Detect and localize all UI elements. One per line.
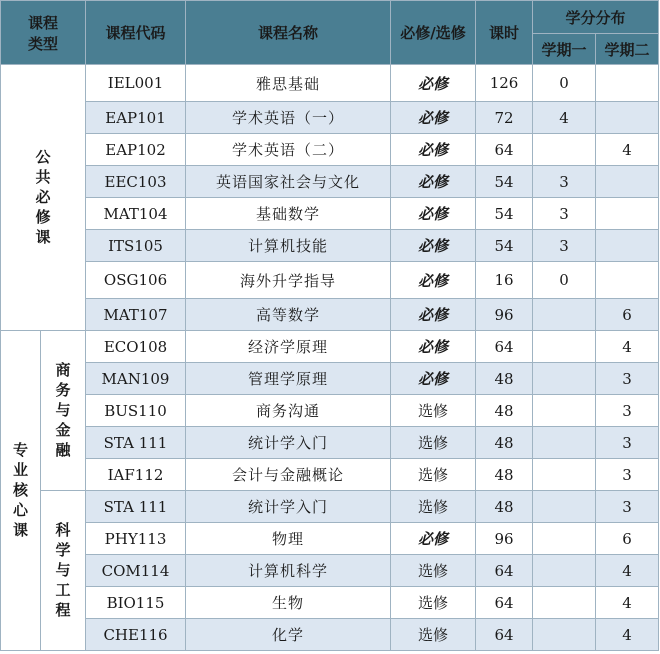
cell-code: EAP101 [86, 102, 186, 134]
table-row [1, 363, 659, 395]
cell-sem2 [596, 65, 659, 102]
cell-sem1: 0 [533, 262, 596, 299]
cell-name: 雅思基础 [186, 65, 391, 102]
cell-code: EAP102 [86, 134, 186, 166]
header-type-line1: 课程 [28, 13, 59, 32]
cell-code: MAN109 [86, 363, 186, 395]
cell-code: BUS110 [86, 395, 186, 427]
header-course-type [1, 1, 86, 65]
table-row [1, 134, 659, 166]
cell-sem1 [533, 134, 596, 166]
cell-sem2: 6 [596, 523, 659, 555]
cell-sem1 [533, 395, 596, 427]
cell-hours: 64 [476, 587, 533, 619]
cell-name: 海外升学指导 [186, 262, 391, 299]
header-credit-group: 学分分布 [533, 1, 659, 34]
cell-req: 必修 [391, 102, 476, 134]
header-code: 课程代码 [86, 1, 186, 65]
header-hours: 课时 [476, 1, 533, 65]
cell-sem2: 3 [596, 459, 659, 491]
cell-req: 选修 [391, 555, 476, 587]
cell-sem2: 4 [596, 619, 659, 651]
table-row [1, 619, 659, 651]
cell-name: 商务沟通 [186, 395, 391, 427]
cell-hours: 48 [476, 459, 533, 491]
table-row [1, 102, 659, 134]
cell-sem2: 4 [596, 555, 659, 587]
cell-sem1: 4 [533, 102, 596, 134]
cell-name: 化学 [186, 619, 391, 651]
cell-sem2: 3 [596, 395, 659, 427]
header-sem1: 学期一 [533, 34, 596, 65]
cell-sem1 [533, 331, 596, 363]
cell-req: 选修 [391, 459, 476, 491]
cell-code: CHE116 [86, 619, 186, 651]
cell-sem1 [533, 555, 596, 587]
table-row [1, 262, 659, 299]
cell-hours: 48 [476, 395, 533, 427]
cell-name: 英语国家社会与文化 [186, 166, 391, 198]
table-row [1, 395, 659, 427]
cell-req: 必修 [391, 523, 476, 555]
cell-sem1 [533, 619, 596, 651]
cell-hours: 96 [476, 299, 533, 331]
table-row [1, 555, 659, 587]
cell-code: MAT104 [86, 198, 186, 230]
cell-hours: 64 [476, 331, 533, 363]
category-business [41, 331, 86, 491]
cell-req: 必修 [391, 262, 476, 299]
cell-hours: 54 [476, 198, 533, 230]
cell-sem2 [596, 166, 659, 198]
cell-code: BIO115 [86, 587, 186, 619]
cell-sem1 [533, 459, 596, 491]
cell-sem2 [596, 198, 659, 230]
cell-name: 管理学原理 [186, 363, 391, 395]
table-row [1, 587, 659, 619]
cell-code: STA 111 [86, 491, 186, 523]
cell-req: 必修 [391, 65, 476, 102]
table-row [1, 65, 659, 102]
cell-sem1: 3 [533, 230, 596, 262]
cell-sem2: 3 [596, 491, 659, 523]
cell-hours: 96 [476, 523, 533, 555]
table-row [1, 299, 659, 331]
cell-sem1 [533, 491, 596, 523]
cell-name: 计算机技能 [186, 230, 391, 262]
cell-req: 必修 [391, 230, 476, 262]
cell-req: 选修 [391, 587, 476, 619]
cell-name: 学术英语（二） [186, 134, 391, 166]
cell-name: 计算机科学 [186, 555, 391, 587]
cell-sem1: 0 [533, 65, 596, 102]
category-science-label: 科学与工程 [55, 521, 71, 619]
cell-name: 物理 [186, 523, 391, 555]
cell-sem2: 4 [596, 134, 659, 166]
cell-hours: 54 [476, 166, 533, 198]
cell-name: 统计学入门 [186, 427, 391, 459]
cell-hours: 64 [476, 619, 533, 651]
cell-name: 会计与金融概论 [186, 459, 391, 491]
cell-req: 必修 [391, 198, 476, 230]
cell-sem1 [533, 299, 596, 331]
cell-code: STA 111 [86, 427, 186, 459]
cell-hours: 64 [476, 134, 533, 166]
header-name: 课程名称 [186, 1, 391, 65]
cell-sem2 [596, 102, 659, 134]
cell-sem1 [533, 363, 596, 395]
cell-code: OSG106 [86, 262, 186, 299]
cell-sem1: 3 [533, 166, 596, 198]
cell-sem1: 3 [533, 198, 596, 230]
cell-req: 必修 [391, 166, 476, 198]
cell-code: IAF112 [86, 459, 186, 491]
category-public [1, 65, 86, 331]
category-business-label: 商务与金融 [55, 361, 71, 459]
cell-hours: 126 [476, 65, 533, 102]
category-science [41, 491, 86, 651]
cell-hours: 48 [476, 363, 533, 395]
cell-sem1 [533, 427, 596, 459]
header-req: 必修/选修 [391, 1, 476, 65]
table-row [1, 427, 659, 459]
cell-sem2: 6 [596, 299, 659, 331]
table-row [1, 198, 659, 230]
cell-req: 必修 [391, 134, 476, 166]
category-core [1, 331, 41, 651]
cell-code: ITS105 [86, 230, 186, 262]
cell-code: ECO108 [86, 331, 186, 363]
cell-req: 选修 [391, 491, 476, 523]
cell-sem2: 4 [596, 587, 659, 619]
table-body [1, 65, 659, 651]
cell-sem2 [596, 230, 659, 262]
cell-req: 选修 [391, 619, 476, 651]
cell-req: 选修 [391, 427, 476, 459]
cell-code: PHY113 [86, 523, 186, 555]
cell-hours: 54 [476, 230, 533, 262]
cell-sem2 [596, 262, 659, 299]
cell-req: 必修 [391, 331, 476, 363]
cell-sem1 [533, 587, 596, 619]
cell-code: IEL001 [86, 65, 186, 102]
cell-name: 经济学原理 [186, 331, 391, 363]
table-row [1, 166, 659, 198]
cell-hours: 48 [476, 491, 533, 523]
cell-code: EEC103 [86, 166, 186, 198]
table-row [1, 230, 659, 262]
category-public-label: 公共必修课 [35, 148, 51, 246]
cell-code: COM114 [86, 555, 186, 587]
cell-code: MAT107 [86, 299, 186, 331]
cell-sem1 [533, 523, 596, 555]
table-header [1, 1, 659, 65]
cell-name: 生物 [186, 587, 391, 619]
cell-hours: 72 [476, 102, 533, 134]
cell-name: 统计学入门 [186, 491, 391, 523]
cell-name: 高等数学 [186, 299, 391, 331]
cell-req: 必修 [391, 363, 476, 395]
table-row [1, 491, 659, 523]
header-type-line2: 类型 [28, 34, 59, 53]
header-sem2: 学期二 [596, 34, 659, 65]
cell-hours: 48 [476, 427, 533, 459]
table-row [1, 523, 659, 555]
cell-req: 选修 [391, 395, 476, 427]
cell-name: 学术英语（一） [186, 102, 391, 134]
cell-req: 必修 [391, 299, 476, 331]
cell-hours: 16 [476, 262, 533, 299]
category-core-label: 专业核心课 [12, 441, 28, 539]
cell-name: 基础数学 [186, 198, 391, 230]
cell-hours: 64 [476, 555, 533, 587]
cell-sem2: 3 [596, 427, 659, 459]
cell-sem2: 3 [596, 363, 659, 395]
table-row [1, 331, 659, 363]
table-row [1, 459, 659, 491]
cell-sem2: 4 [596, 331, 659, 363]
